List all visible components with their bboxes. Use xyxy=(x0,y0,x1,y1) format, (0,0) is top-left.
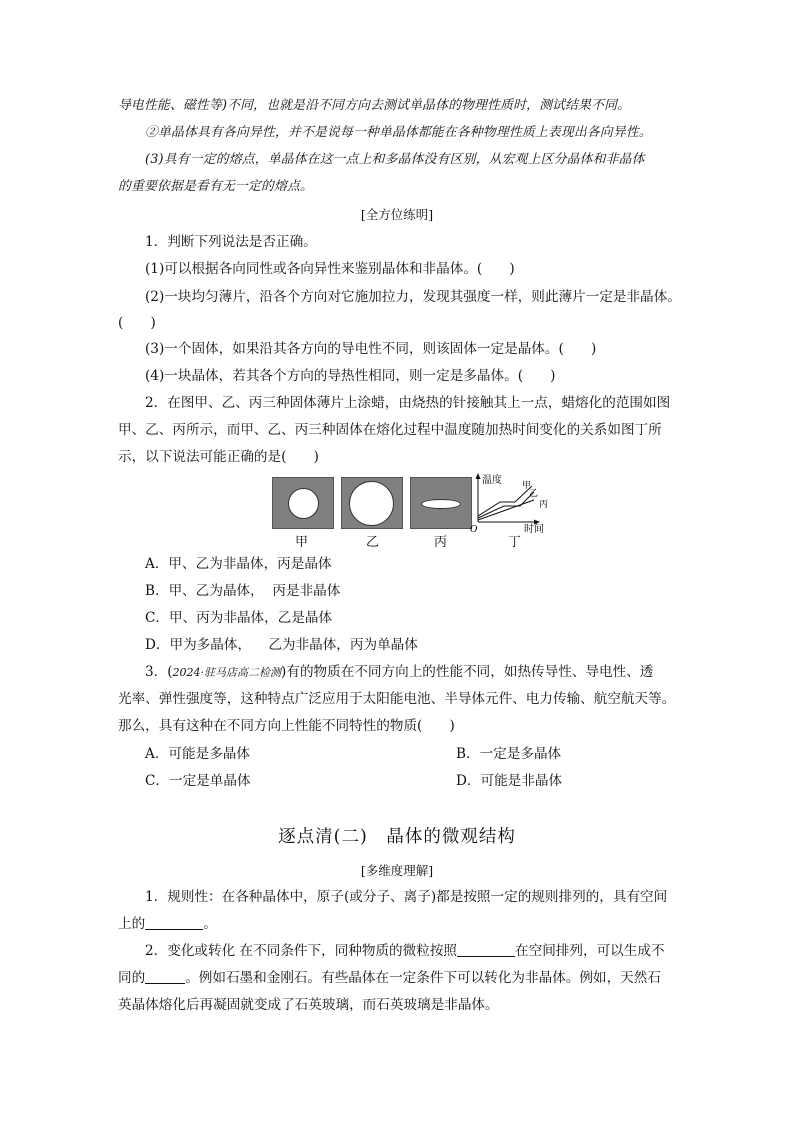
q2-option-b: B．甲、乙为晶体， 丙是非晶体 xyxy=(145,583,341,599)
curve-label-bing: 丙 xyxy=(539,499,549,509)
figure-label-jia: 甲 xyxy=(295,535,309,550)
section-title: 逐点清(二) 晶体的微观结构 xyxy=(278,827,516,847)
wax-circle-large xyxy=(349,481,394,526)
q3-source: 2024·驻马店高二检测 xyxy=(172,666,282,679)
q1-stem: 1．判断下列说法是否正确。 xyxy=(145,234,317,250)
figure-label-ding: 丁 xyxy=(508,535,522,550)
q3-option-c: C．一定是单晶体 xyxy=(145,773,251,789)
q2-option-a: A．甲、乙为非晶体，丙是晶体 xyxy=(145,556,332,572)
graph-xlabel: 时间 xyxy=(524,524,544,534)
q2-line-2: 甲、乙、丙所示，而甲、乙、丙三种固体在熔化过程中温度随加热时间变化的关系如图丁所 xyxy=(118,422,662,438)
curve-label-yi: 乙 xyxy=(529,488,539,498)
q3-line-1-rest: )有的物质在不同方向上的性能不同，如热传导性、导电性、透 xyxy=(281,664,654,680)
graph-origin: O xyxy=(470,524,478,534)
wax-ellipse xyxy=(421,499,461,509)
text-fragment: 在空间排列，可以生成不 xyxy=(515,943,665,959)
figure-yi-panel xyxy=(341,477,403,529)
section2-p2-line-3: 英晶体熔化后再凝固就变成了石英玻璃，而石英玻璃是非晶体。 xyxy=(118,997,499,1013)
q3-line-3: 那么，具有这种在不同方向上性能不同特性的物质( ) xyxy=(118,718,455,734)
q3-line-1 xyxy=(145,662,653,683)
q2-line-1: 2．在图甲、乙、丙三种固体薄片上涂蜡，由烧热的针接触其上一点，蜡熔化的范围如图 xyxy=(145,395,671,411)
temperature-time-graph xyxy=(470,472,560,534)
section2-p1-line-2 xyxy=(118,914,217,934)
q1-statement-4: (4)一块晶体，若其各个方向的导热性相同，则一定是多晶体。( ) xyxy=(145,368,556,384)
wax-circle-small xyxy=(288,488,319,519)
q2-line-3: 示，以下说法可能正确的是( ) xyxy=(118,449,319,465)
graph-ylabel: 温度 xyxy=(482,475,502,486)
section2-p2-line-2 xyxy=(118,968,661,988)
practice-heading: [全方位练明] xyxy=(360,207,434,222)
intro-line-3: (3)具有一定的熔点，单晶体在这一点上和多晶体没有区别，从宏观上区分晶体和非晶体 xyxy=(145,152,645,167)
fill-blank-3[interactable] xyxy=(145,969,185,984)
fill-blank-2[interactable] xyxy=(457,942,515,957)
q1-statement-3: (3)一个固体，如果沿其各方向的导电性不同，则该固体一定是晶体。( ) xyxy=(145,341,597,357)
text-fragment: 。 xyxy=(203,916,217,932)
figure-label-bing: 丙 xyxy=(434,535,448,550)
text-fragment: 2．变化或转化 在不同条件下，同种物质的微粒按照 xyxy=(145,943,458,959)
q3-option-b: B．一定是多晶体 xyxy=(456,746,562,762)
q1-statement-1: (1)可以根据各向同性或各向异性来鉴别晶体和非晶体。( ) xyxy=(145,261,515,277)
q3-prefix: 3．( xyxy=(145,664,173,680)
text-fragment: 上的 xyxy=(118,916,146,932)
intro-line-4: 的重要依据是看有无一定的熔点。 xyxy=(118,179,313,194)
figure-label-yi: 乙 xyxy=(366,535,380,550)
section2-p1-line-1: 1．规则性：在各种晶体中，原子(或分子、离子)都是按照一定的规则排列的，具有空间 xyxy=(145,889,668,905)
text-fragment: 同的 xyxy=(118,970,146,986)
q1-statement-2: (2)一块均匀薄片，沿各个方向对它施加拉力，发现其强度一样，则此薄片一定是非晶体。 xyxy=(145,289,681,305)
section2-p2-line-1 xyxy=(145,941,665,961)
figure-bing-panel xyxy=(410,477,472,529)
fill-blank-1[interactable] xyxy=(145,915,203,930)
intro-line-2: ②单晶体具有各向异性，并不是说每一种单晶体都能在各种物理性质上表现出各向异性。 xyxy=(145,125,652,140)
section-subheading: [多维度理解] xyxy=(360,863,434,878)
q3-option-a: A．可能是多晶体 xyxy=(145,746,250,762)
q3-option-d: D．可能是非晶体 xyxy=(456,773,563,789)
q2-option-d: D．甲为多晶体， 乙为非晶体，丙为单晶体 xyxy=(145,637,418,653)
intro-line-1: 导电性能、磁性等)不同，也就是沿不同方向去测试单晶体的物理性质时，测试结果不同。 xyxy=(118,98,631,113)
q3-line-2: 光率、弹性强度等，这种特点广泛应用于太阳能电池、半导体元件、电力传输、航空航天等。 xyxy=(118,691,676,707)
text-fragment: 。例如石墨和金刚石。有些晶体在一定条件下可以转化为非晶体。例如，天然石 xyxy=(185,970,661,986)
q1-statement-2-bracket: ( ) xyxy=(118,315,156,331)
figure-jia-panel xyxy=(272,477,334,529)
curve-label-jia: 甲 xyxy=(522,480,532,490)
q2-option-c: C．甲、丙为非晶体，乙是晶体 xyxy=(145,610,333,626)
